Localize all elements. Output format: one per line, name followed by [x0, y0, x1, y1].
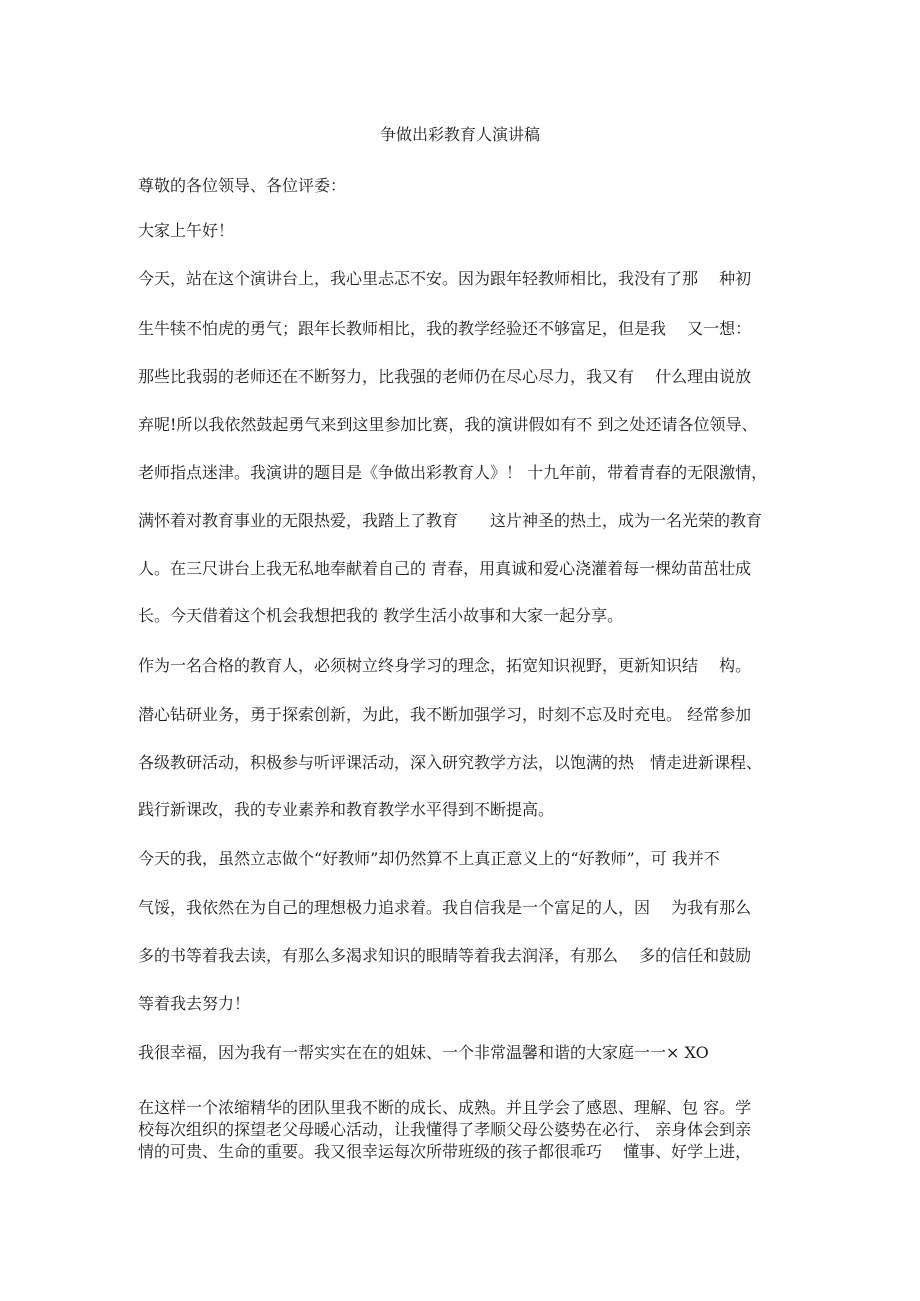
paragraph-line: 生牛犊不怕虎的勇气；跟年长教师相比，我的教学经验还不够富足，但是我 又一想：: [138, 319, 752, 338]
paragraph-line: 情的可贵、生命的重要。我又很幸运每次所带班级的孩子都很乖巧 懂事、好学上进，: [138, 1142, 752, 1161]
greeting: 大家上午好！: [138, 221, 235, 240]
paragraph-line: 潜心钻研业务，勇于探索创新，为此，我不断加强学习，时刻不忘及时充电。 经常参加: [138, 705, 752, 724]
document-title: 争做出彩教育人演讲稿: [379, 125, 540, 144]
paragraph-line: 我很幸福，因为我有一帮实实在在的姐妹、一个非常温馨和谐的大家庭一一× XO: [138, 1043, 709, 1062]
paragraph-line: 在这样一个浓缩精华的团队里我不断的成长、成熟。并且学会了感恩、理解、包 容。学: [138, 1098, 752, 1117]
paragraph-line: 校每次组织的探望老父母暖心活动，让我懂得了孝顺父母公婆势在必行、 亲身体会到亲: [138, 1120, 752, 1139]
paragraph-line: 践行新课改，我的专业素养和教育教学水平得到不断提高。: [138, 800, 555, 819]
paragraph-line: 气馁，我依然在为自己的理想极力追求着。我自信我是一个富足的人，因 为我有那么: [138, 898, 752, 917]
paragraph-line: 长。今天借着这个机会我想把我的 教学生活小故事和大家一起分享。: [138, 606, 624, 625]
paragraph-line: 满怀着对教育事业的无限热爱，我踏上了教育 这片神圣的热土，成为一名光荣的教育: [138, 511, 763, 530]
paragraph-line: 多的书等着我去读，有那么多渴求知识的眼睛等着我去润泽，有那么 多的信任和鼓励: [138, 946, 752, 965]
paragraph-line: 作为一名合格的教育人，必须树立终身学习的理念，拓宽知识视野，更新知识结 构。: [138, 656, 752, 675]
paragraph-line: 今天的我，虽然立志做个“好教师”却仍然算不上真正意义上的“好教师”，可 我并不: [138, 849, 720, 868]
paragraph-line: 等着我去努力！: [138, 994, 251, 1013]
salutation: 尊敬的各位领导、各位评委：: [138, 176, 347, 195]
paragraph-line: 弃呢!所以我依然鼓起勇气来到这里参加比赛，我的演讲假如有不 到之处还请各位领导、: [138, 415, 758, 434]
paragraph-line: 人。在三尺讲台上我无私地奉献着自己的 青春，用真诚和爱心浇灌着每一棵幼苗茁壮成: [138, 559, 752, 578]
paragraph-line: 那些比我弱的老师还在不断努力，比我强的老师仍在尽心尽力，我又有 什么理由说放: [138, 367, 752, 386]
paragraph-line: 老师指点迷津。我演讲的题目是《争做出彩教育人》！ 十九年前，带着青春的无限激情，: [138, 463, 768, 482]
paragraph-line: 各级教研活动，积极参与听评课活动，深入研究教学方法，以饱满的热 情走进新课程、: [138, 753, 763, 772]
paragraph-line: 今天，站在这个演讲台上，我心里忐忑不安。因为跟年轻教师相比，我没有了那 种初: [138, 269, 752, 288]
